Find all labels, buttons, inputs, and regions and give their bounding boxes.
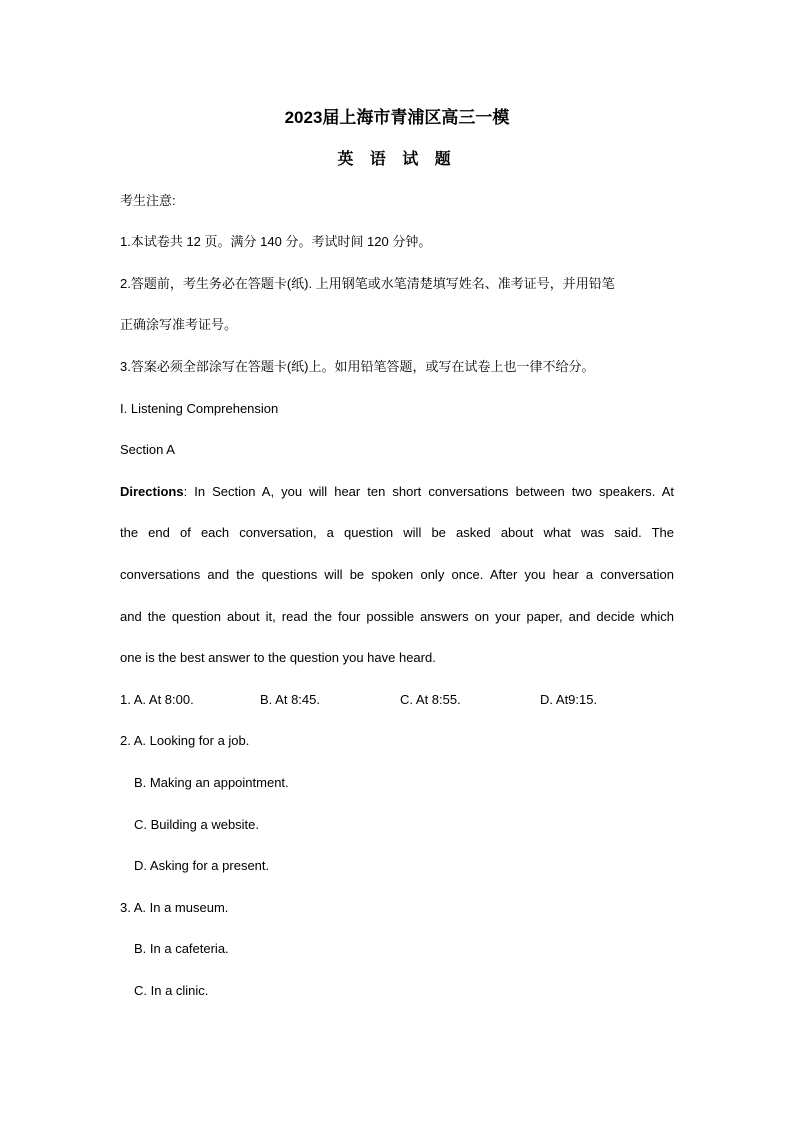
q1-option-c: C. At 8:55. — [400, 692, 461, 707]
directions-text: : In Section A, you will hear ten short conversations between two speakers. At — [183, 484, 674, 499]
directions-line-5: one is the best answer to the question you have heard. — [120, 650, 436, 665]
notice-item-2-line-1: 2.答题前，考生务必在答题卡(纸). 上用钢笔或水笔清楚填写姓名、准考证号，并用铅笔 — [120, 276, 615, 291]
q2-option-d: D. Asking for a present. — [134, 858, 270, 873]
q3-option-c: C. In a clinic. — [134, 983, 209, 998]
notice-item-2-line-2: 正确涂写准考证号。 — [120, 317, 238, 332]
q3-option-b: B. In a cafeteria. — [134, 941, 229, 956]
q2-option-b: B. Making an appointment. — [134, 775, 289, 790]
q2-option-c: C. Building a website. — [134, 817, 260, 832]
part-heading: I. Listening Comprehension — [120, 401, 279, 416]
exam-subtitle: 英 语 试 题 — [337, 151, 457, 168]
q1-option-a: 1. A. At 8:00. — [120, 692, 194, 707]
directions-line-2: the end of each conversation, a question will be asked about what was said. The — [120, 525, 674, 540]
notice-item-1: 1.本试卷共 12 页。满分 140 分。考试时间 120 分钟。 — [120, 234, 432, 249]
q3-option-a: 3. A. In a museum. — [120, 900, 229, 915]
directions-line-1 — [120, 483, 674, 501]
section-heading: Section A — [120, 442, 175, 457]
q1-option-b: B. At 8:45. — [260, 692, 320, 707]
notice-item-3: 3.答案必须全部涂写在答题卡(纸)上。如用铅笔答题，或写在试卷上也一律不给分。 — [120, 359, 595, 374]
q2-option-a: 2. A. Looking for a job. — [120, 733, 250, 748]
directions-line-3: conversations and the questions will be spoken only once. After you hear a conversation — [120, 567, 674, 582]
exam-title: 2023届上海市青浦区高三一模 — [284, 108, 510, 127]
directions-line-4: and the question about it, read the four possible answers on your paper, and decide which — [120, 609, 674, 624]
directions-label: Directions — [120, 484, 184, 499]
q1-option-d: D. At9:15. — [540, 692, 598, 707]
notice-heading: 考生注意: — [120, 193, 176, 208]
